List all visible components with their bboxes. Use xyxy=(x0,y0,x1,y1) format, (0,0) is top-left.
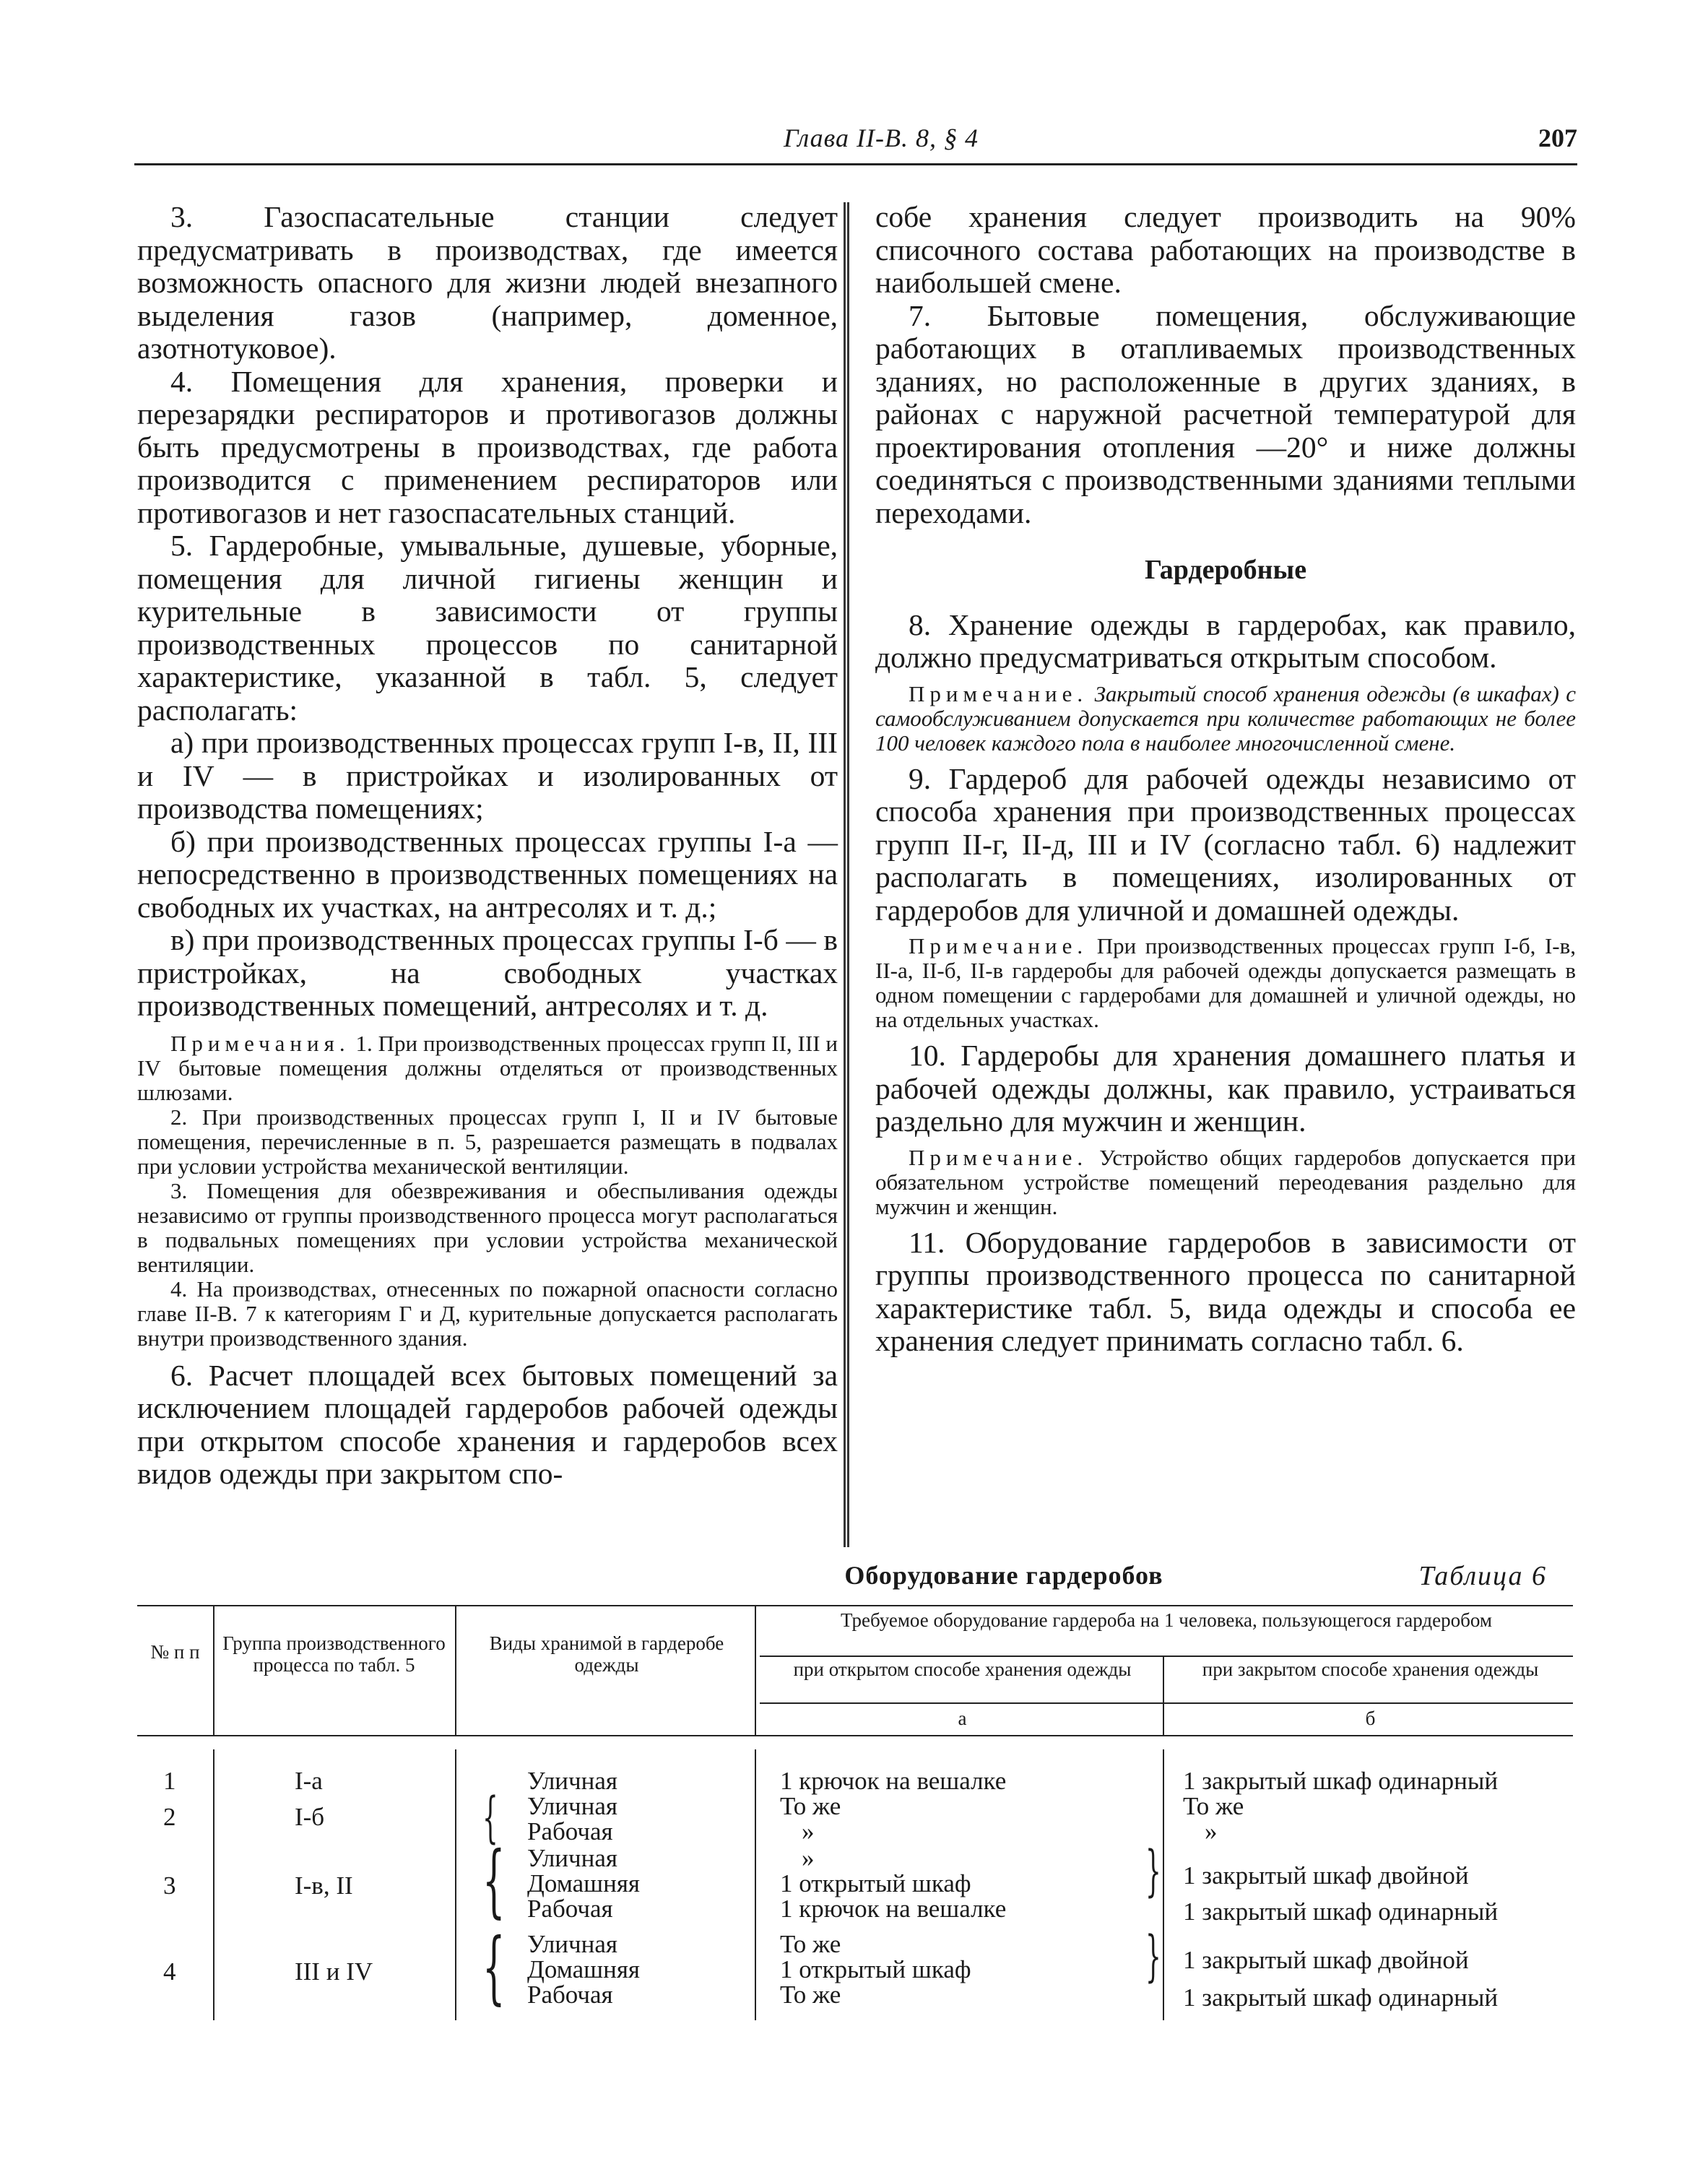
row3-closed-1: 1 закрытый шкаф двойной xyxy=(1183,1861,1469,1890)
section-heading: Гардеробные xyxy=(1144,555,1307,585)
note-3: 3. Помещения для обезвреживания и обеспыливания одежды независимо от группы производственного процесса могут располагаться в подвальных помещениях при условии устройства механической вентиляции. xyxy=(137,1177,838,1277)
body-rule-3 xyxy=(755,1749,756,2020)
row1-num: 1 xyxy=(163,1767,176,1795)
col-rule-3 xyxy=(755,1605,756,1735)
note-9-text: При производственных процессах групп I-б, I-в, II-а, II-б, II-в гардеробы для рабочей одежды допускается размещать в одном помещении с гардеробами для домашней и уличной одежды, но на отдельных участках. xyxy=(875,933,1577,1032)
row2-open-2: » xyxy=(802,1817,815,1845)
col-rule-1 xyxy=(213,1605,214,1735)
row3-kind-1: Уличная xyxy=(527,1844,617,1872)
header-sub-rule xyxy=(760,1656,1573,1657)
header-rule xyxy=(134,163,1577,165)
row3-group: I-в, II xyxy=(295,1871,353,1900)
paragraph-3: 3. Газоспасательные станции следует предусматривать в производствах, где имеется возможность опасного для жизни людей внезапного выделения газов (например, доменное, азотнотуковое). xyxy=(137,200,838,365)
row3-open-2: 1 открытый шкаф xyxy=(780,1869,971,1897)
row4-right-brace: } xyxy=(1145,1923,1161,1988)
header-group: Группа производственного процесса по табл. 5 xyxy=(222,1632,446,1676)
row3-open-1: » xyxy=(802,1844,815,1872)
row2-closed-1: То же xyxy=(1183,1792,1244,1820)
table-title: Оборудование гардеробов xyxy=(844,1561,1163,1590)
note-10-text: Устройство общих гардеробов допускается при обязательном устройстве помещений переодевания раздельно для мужчин и женщин. xyxy=(875,1144,1577,1219)
row4-open-3: То же xyxy=(780,1981,841,2009)
row2-group: I-б xyxy=(295,1803,325,1831)
row4-num: 4 xyxy=(163,1957,176,1986)
notes-block-1 xyxy=(137,1031,838,1105)
row2-kind-2: Рабочая xyxy=(527,1817,613,1845)
right-column xyxy=(875,201,1576,1358)
row3-kind-2: Домашняя xyxy=(527,1869,641,1897)
row1-group: I-а xyxy=(295,1767,323,1795)
row4-group: III и IV xyxy=(295,1957,373,1986)
note-4: 4. На производствах, отнесенных по пожарной опасности согласно главе II-В. 7 к категориям Г и Д, курительные допускается располагать внутри производственного здания. xyxy=(137,1276,838,1351)
note-8-text: Закрытый способ хранения одежды (в шкафах) с самообслуживанием допускается при количестве работающих не более 100 человек каждого пола в наиболее многочисленной смене. xyxy=(875,680,1576,756)
col-rule-2 xyxy=(455,1605,456,1735)
paragraph-11: 11. Оборудование гардеробов в зависимости от группы производственного процесса по санитарной характеристике табл. 5, вида одежды и способа ее хранения следует принимать согласно табл. 6. xyxy=(875,1225,1576,1357)
header-required: Требуемое оборудование гардероба на 1 человека, пользующегося гардеробом xyxy=(841,1609,1492,1631)
note-9 xyxy=(875,934,1576,1032)
row2-left-brace: { xyxy=(482,1785,498,1849)
row3-closed-2: 1 закрытый шкаф одинарный xyxy=(1183,1897,1499,1926)
running-header: Глава II-В. 8, § 4 xyxy=(783,124,979,152)
row2-open-1: То же xyxy=(780,1792,841,1820)
row3-right-brace: } xyxy=(1145,1838,1161,1903)
note-2: 2. При производственных процессах групп I, II и IV бытовые помещения, перечисленные в п. 5, разрешается размещать в подвалах при условии устройства механической вентиляции. xyxy=(137,1104,838,1179)
paragraph-6: 6. Расчет площадей всех бытовых помещений за исключением площадей гардеробов рабочей одежды при открытом способе хранения и гардеробов всех видов одежды при закрытом спо- xyxy=(137,1358,838,1490)
note-label: Примечание. xyxy=(909,1144,1088,1170)
column-divider xyxy=(844,202,849,1547)
header-closed: при закрытом способе хранения одежды xyxy=(1202,1658,1539,1680)
row3-left-brace: { xyxy=(482,1834,506,1926)
row4-left-brace: { xyxy=(482,1921,506,2013)
row4-open-1: То же xyxy=(780,1930,841,1958)
note-1: 1. При производственных процессах групп II, III и IV бытовые помещения должны отделяться от производственных шлюзами. xyxy=(137,1030,838,1105)
paragraph-5: 5. Гардеробные, умывальные, душевые, уборные, помещения для личной гигиены женщин и курительные в зависимости от группы производственных процессов по санитарной характеристике, указанной в табл. 5, следует располагать: xyxy=(137,529,838,727)
header-bottom-rule xyxy=(137,1735,1573,1736)
row1-kind-1: Уличная xyxy=(527,1767,617,1795)
row1-open-1: 1 крючок на вешалке xyxy=(780,1767,1007,1795)
paragraph-9: 9. Гардероб для рабочей одежды независимо от способа хранения при производственных процессах групп II-г, II-д, III и IV (согласно табл. 6) надлежит располагать в помещениях, изолированных от гардеробов для уличной и домашней одежды. xyxy=(875,761,1576,927)
row2-num: 2 xyxy=(163,1803,176,1831)
row2-kind-1: Уличная xyxy=(527,1792,617,1820)
table-label: Таблица 6 xyxy=(1418,1561,1547,1591)
page-number: 207 xyxy=(1538,124,1577,152)
row4-open-2: 1 открытый шкаф xyxy=(780,1955,971,1983)
header-col-a: а xyxy=(958,1708,967,1729)
note-10 xyxy=(875,1146,1576,1219)
row4-closed-2: 1 закрытый шкаф одинарный xyxy=(1183,1983,1499,2012)
paragraph-4: 4. Помещения для хранения, проверки и перезарядки респираторов и противогазов должны быть предусмотрены в производствах, где работа производится с применением респираторов или противогазов и нет газоспасательных станций. xyxy=(137,364,838,529)
header-open: при открытом способе хранения одежды xyxy=(793,1658,1132,1680)
row4-kind-1: Уличная xyxy=(527,1930,617,1958)
note-label: Примечание. xyxy=(909,933,1088,958)
row3-num: 3 xyxy=(163,1871,176,1900)
note-label: Примечание. xyxy=(909,680,1088,706)
left-column xyxy=(137,201,838,1491)
table-top-rule xyxy=(137,1605,1573,1606)
row1-closed-1: 1 закрытый шкаф одинарный xyxy=(1183,1767,1499,1795)
table-caption xyxy=(137,1560,1573,1596)
paragraph-10: 10. Гардеробы для хранения домашнего платья и рабочей одежды должны, как правило, устраиваться раздельно для мужчин и женщин. xyxy=(875,1039,1576,1138)
body-rule-2 xyxy=(455,1749,456,2020)
row4-kind-3: Рабочая xyxy=(527,1981,613,2009)
row2-closed-2: » xyxy=(1205,1817,1218,1845)
paragraph-5v: в) при производственных процессах группы I-б — в пристройках, на свободных участках производственных помещений, антресолях и т. д. xyxy=(137,923,838,1022)
header-sub-rule-2 xyxy=(760,1702,1573,1704)
row3-open-3: 1 крючок на вешалке xyxy=(780,1895,1007,1923)
notes-label: Примечания. xyxy=(170,1030,350,1056)
paragraph-6-continued: собе хранения следует производить на 90% списочного состава работающих на производстве в наибольшей смене. xyxy=(875,200,1576,299)
row3-kind-3: Рабочая xyxy=(527,1895,613,1923)
header-num: № п п xyxy=(150,1641,200,1663)
row4-kind-2: Домашняя xyxy=(527,1955,641,1983)
paragraph-5b: б) при производственных процессах группы I-а — непосредственно в производственных помещениях на свободных их участках, на антресолях и т. д.; xyxy=(137,824,838,924)
paragraph-5a: а) при производственных процессах групп I-в, II, III и IV — в пристройках и изолированных от производства помещениях; xyxy=(137,726,838,825)
body-rule-4 xyxy=(1163,1749,1164,2020)
header-col-b: б xyxy=(1365,1708,1376,1729)
header-kinds: Виды хранимой в гардеробе одежды xyxy=(489,1632,724,1676)
note-8 xyxy=(875,682,1576,756)
wardrobe-equipment-table xyxy=(137,1605,1573,2038)
paragraph-7: 7. Бытовые помещения, обслуживающие работающих в отапливаемых производственных зданиях, но расположенные в других зданиях, в районах с наружной расчетной температурой для проектирования отопления —20° и ниже должны соединяться с производственными зданиями теплыми переходами. xyxy=(875,298,1576,529)
body-rule-1 xyxy=(213,1749,214,2020)
row4-closed-1: 1 закрытый шкаф двойной xyxy=(1183,1946,1469,1974)
col-rule-4 xyxy=(1163,1656,1164,1735)
paragraph-8: 8. Хранение одежды в гардеробах, как правило, должно предусматриваться открытым способом. xyxy=(875,607,1576,674)
